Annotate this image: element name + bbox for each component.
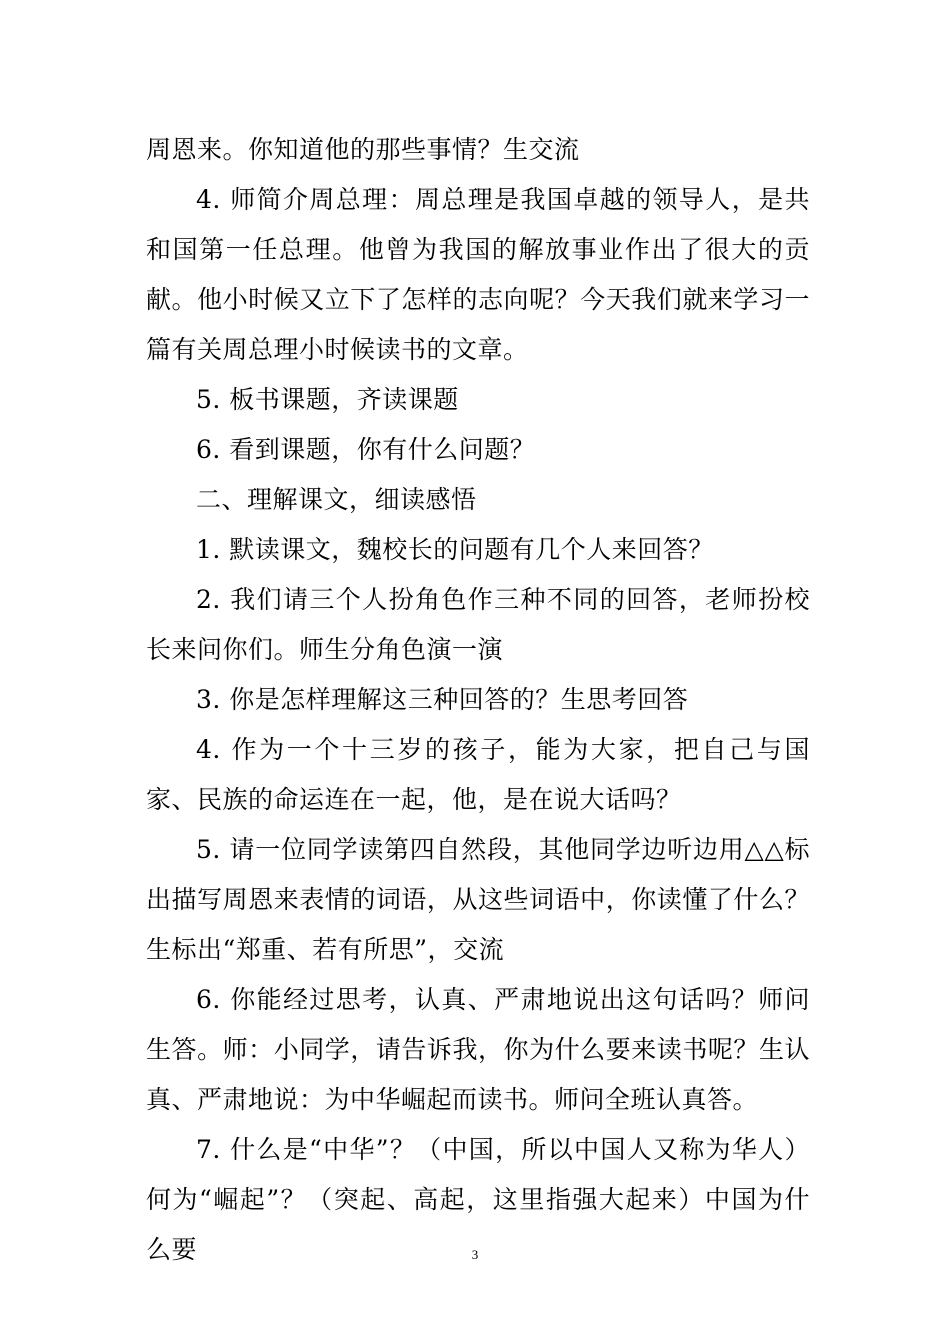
paragraph: 6. 你能经过思考，认真、严肃地说出这句话吗？师问生答。师：小同学，请告诉我，你为什么要来读书呢？生认真、严肃地说：为中华崛起而读书。师问全班认真答。 <box>146 985 810 1114</box>
paragraph: 6. 看到课题，你有什么问题？ <box>196 435 536 464</box>
paragraph: 1. 默读课文，魏校长的问题有几个人来回答？ <box>196 535 714 564</box>
section-heading: 二、理解课文，细读感悟 <box>196 485 477 514</box>
paragraph: 4. 师简介周总理：周总理是我国卓越的领导人，是共和国第一任总理。他曾为我国的解放事业作出了很大的贡献。他小时候又立下了怎样的志向呢？今天我们就来学习一篇有关周总理小时候读书的文章。 <box>146 185 810 364</box>
paragraph: 周恩来。你知道他的那些事情？生交流 <box>146 135 580 164</box>
paragraph: 7. 什么是“中华”？（中国，所以中国人又称为华人）何为“崛起”？（突起、高起，这里指强大起来）中国为什么要 <box>146 1135 810 1264</box>
paragraph: 2. 我们请三个人扮角色作三种不同的回答，老师扮校长来问你们。师生分角色演一演 <box>146 585 810 664</box>
document-body <box>146 125 810 1275</box>
paragraph: 5. 板书课题，齐读课题 <box>196 385 459 414</box>
paragraph: 5. 请一位同学读第四自然段，其他同学边听边用△△标出描写周恩来表情的词语，从这些词语中，你读懂了什么？生标出“郑重、若有所思”，交流 <box>146 835 810 964</box>
paragraph: 4. 作为一个十三岁的孩子，能为大家，把自己与国家、民族的命运连在一起，他，是在说大话吗？ <box>146 735 810 814</box>
page-number: 3 <box>471 1247 479 1262</box>
paragraph: 3. 你是怎样理解这三种回答的？生思考回答 <box>196 685 689 714</box>
